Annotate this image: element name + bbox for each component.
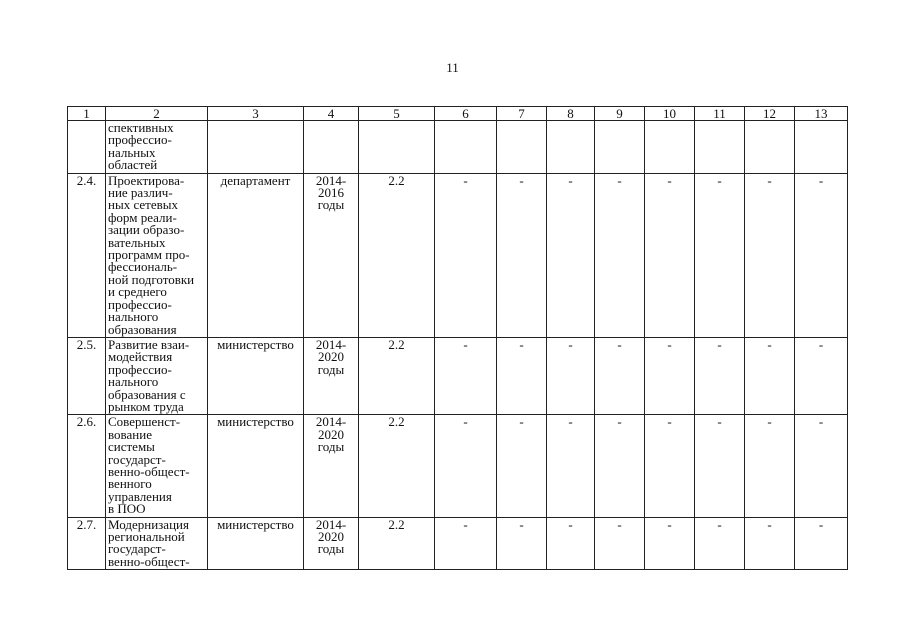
- value-cell: -: [695, 517, 745, 570]
- period-line: годы: [317, 197, 345, 213]
- measure-name-line: нальных: [108, 144, 156, 160]
- measure-name-line: областей: [108, 157, 158, 173]
- measure-name-line: вование: [108, 426, 152, 442]
- value-cell: -: [745, 173, 795, 337]
- row-number-cell: 2.4.: [68, 173, 106, 337]
- period-line: 2014-: [315, 336, 347, 352]
- measure-name-cell: [106, 415, 208, 517]
- measure-name-line: ной подготовки: [108, 271, 195, 287]
- value-cell: -: [745, 337, 795, 414]
- column-header: 9: [595, 107, 645, 121]
- value-cell: -: [745, 517, 795, 570]
- value-cell: [595, 121, 645, 174]
- value-cell: [795, 121, 848, 174]
- measure-name-line: венно-общест-: [108, 553, 190, 569]
- indicator-cell: [359, 121, 435, 174]
- measures-table: [67, 106, 848, 570]
- value-cell: -: [645, 517, 695, 570]
- measure-name-line: профессио-: [108, 361, 172, 377]
- value-cell: -: [745, 415, 795, 517]
- measure-name-line: ние различ-: [108, 185, 173, 201]
- column-header: 5: [359, 107, 435, 121]
- measure-name-line: и среднего: [108, 284, 167, 300]
- period-line: 2020: [318, 529, 344, 544]
- period-line: 2014-: [315, 172, 347, 188]
- measure-name-line: Модернизация: [108, 516, 189, 532]
- measure-name-cell: [106, 337, 208, 414]
- table-body: [68, 121, 848, 570]
- table-row: [68, 173, 848, 337]
- period-line: годы: [317, 361, 345, 377]
- value-cell: -: [497, 415, 547, 517]
- value-cell: -: [795, 415, 848, 517]
- period-line: годы: [317, 541, 345, 557]
- value-cell: -: [497, 173, 547, 337]
- value-cell: -: [795, 517, 848, 570]
- measure-name-line: Совершенст-: [108, 414, 181, 430]
- period-line: 2014-: [315, 414, 347, 430]
- measure-name-line: государст-: [108, 451, 166, 467]
- measure-name-line: образования: [108, 321, 177, 337]
- value-cell: -: [595, 173, 645, 337]
- value-cell: -: [435, 517, 497, 570]
- value-cell: -: [645, 173, 695, 337]
- row-number-cell: 2.6.: [68, 415, 106, 517]
- row-number-cell: 2.5.: [68, 337, 106, 414]
- indicator-cell: 2.2: [359, 415, 435, 517]
- measure-name-line: профессио-: [108, 132, 172, 148]
- measure-name-line: вательных: [108, 234, 166, 250]
- measure-name-line: в ПОО: [108, 501, 146, 517]
- measure-name-line: управления: [108, 488, 172, 504]
- period-cell: [304, 517, 359, 570]
- value-cell: [497, 121, 547, 174]
- value-cell: -: [595, 415, 645, 517]
- measure-name-line: системы: [108, 439, 155, 455]
- value-cell: -: [547, 517, 595, 570]
- measure-name-line: спективных: [108, 120, 174, 135]
- measure-name-line: государст-: [108, 541, 166, 557]
- value-cell: [547, 121, 595, 174]
- value-cell: -: [695, 173, 745, 337]
- table-row: [68, 337, 848, 414]
- value-cell: -: [695, 415, 745, 517]
- measure-name-cell: [106, 173, 208, 337]
- value-cell: -: [547, 337, 595, 414]
- column-header: 4: [304, 107, 359, 121]
- executor-cell: [208, 121, 304, 174]
- header-row: [68, 107, 848, 121]
- measure-name-line: рынком труда: [108, 398, 184, 414]
- measure-name-line: модействия: [108, 349, 173, 365]
- indicator-cell: 2.2: [359, 517, 435, 570]
- measure-name-line: образования с: [108, 386, 186, 402]
- value-cell: [435, 121, 497, 174]
- measure-name-line: зации образо-: [108, 222, 185, 238]
- value-cell: -: [435, 337, 497, 414]
- column-header: 7: [497, 107, 547, 121]
- value-cell: -: [547, 173, 595, 337]
- executor-cell: министерство: [208, 337, 304, 414]
- value-cell: [645, 121, 695, 174]
- value-cell: -: [795, 173, 848, 337]
- value-cell: -: [497, 517, 547, 570]
- table-header: [68, 107, 848, 121]
- column-header: 13: [795, 107, 848, 121]
- period-line: 2020: [318, 426, 344, 442]
- column-header: 2: [106, 107, 208, 121]
- measure-name-cell: [106, 517, 208, 570]
- measure-name-line: региональной: [108, 529, 185, 544]
- column-header: 1: [68, 107, 106, 121]
- period-cell: [304, 173, 359, 337]
- page-number: 11: [446, 60, 459, 75]
- period-line: 2020: [318, 349, 344, 365]
- period-cell: [304, 121, 359, 174]
- measure-name-line: Проектирова-: [108, 172, 185, 188]
- indicator-cell: 2.2: [359, 173, 435, 337]
- measure-name-line: программ про-: [108, 247, 190, 263]
- measure-name-cell: [106, 121, 208, 174]
- measure-name-line: профессио-: [108, 296, 172, 312]
- value-cell: -: [595, 517, 645, 570]
- value-cell: -: [497, 337, 547, 414]
- value-cell: -: [435, 173, 497, 337]
- table-row: [68, 121, 848, 174]
- measure-name-line: фессиональ-: [108, 259, 178, 275]
- column-header: 12: [745, 107, 795, 121]
- value-cell: -: [435, 415, 497, 517]
- measure-name-line: Развитие взаи-: [108, 336, 190, 352]
- measure-name-line: венно-общест-: [108, 463, 190, 479]
- value-cell: -: [695, 337, 745, 414]
- measure-name-line: нального: [108, 374, 159, 390]
- table-row: [68, 415, 848, 517]
- executor-cell: министерство: [208, 415, 304, 517]
- table-row: [68, 517, 848, 570]
- period-line: 2014-: [315, 516, 347, 532]
- measure-name-line: ных сетевых: [108, 197, 178, 213]
- measure-name-line: форм реали-: [108, 209, 177, 225]
- value-cell: [695, 121, 745, 174]
- row-number-cell: 2.7.: [68, 517, 106, 570]
- value-cell: -: [595, 337, 645, 414]
- row-number-cell: [68, 121, 106, 174]
- measure-name-line: нального: [108, 309, 159, 325]
- column-header: 10: [645, 107, 695, 121]
- column-header: 8: [547, 107, 595, 121]
- column-header: 3: [208, 107, 304, 121]
- value-cell: [745, 121, 795, 174]
- period-cell: [304, 415, 359, 517]
- value-cell: -: [645, 415, 695, 517]
- period-line: 2016: [318, 185, 344, 201]
- period-cell: [304, 337, 359, 414]
- period-line: годы: [317, 439, 345, 455]
- measure-name-line: венного: [108, 476, 152, 492]
- column-header: 6: [435, 107, 497, 121]
- executor-cell: департамент: [208, 173, 304, 337]
- value-cell: -: [795, 337, 848, 414]
- column-header: 11: [695, 107, 745, 121]
- indicator-cell: 2.2: [359, 337, 435, 414]
- value-cell: -: [645, 337, 695, 414]
- value-cell: -: [547, 415, 595, 517]
- executor-cell: министерство: [208, 517, 304, 570]
